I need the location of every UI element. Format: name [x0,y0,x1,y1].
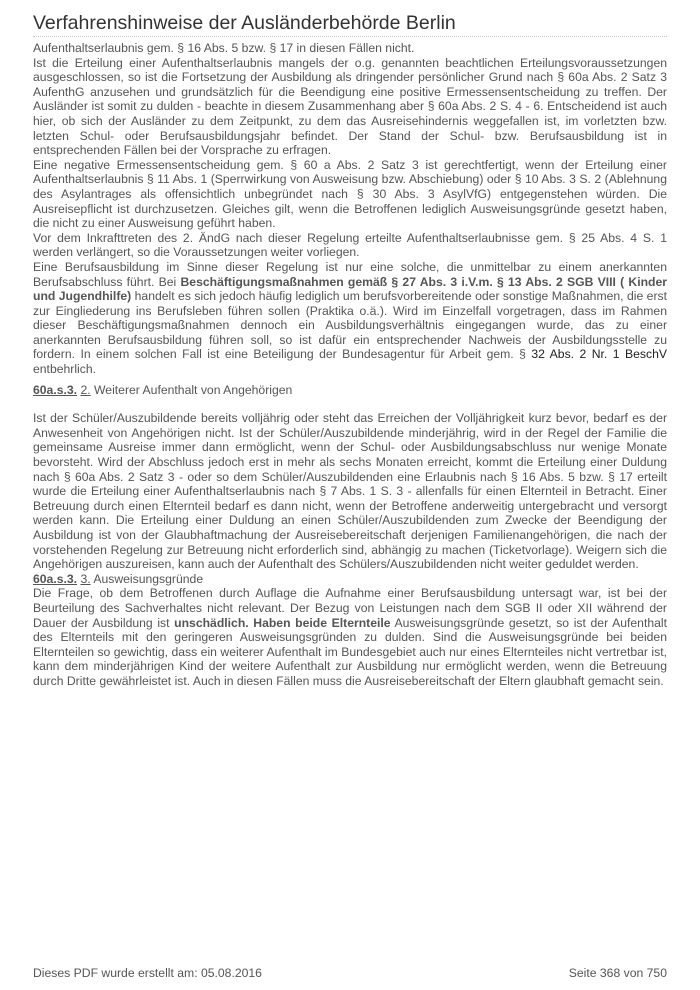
section-heading-text: Weiterer Aufenthalt von Angehörigen [90,382,293,397]
section-heading-text: Ausweisungsgründe [90,571,204,586]
section-anchor-link[interactable]: 60a.s.3. [33,571,78,586]
section-heading [33,383,667,398]
document-body [33,41,667,689]
footer-page-number: Seite 368 von 750 [568,966,667,980]
section-heading [33,572,667,587]
paragraph: Vor dem Inkrafttreten des 2. ÄndG nach dieser Regelung erteilte Aufenthaltserlaubnisse gem. § 25 Abs. 4 S. 1 werden verlängert, so die Voraussetzungen weiter vorliegen. [33,230,667,260]
section-number-link[interactable]: 3. [80,571,91,586]
paragraph: Ist der Schüler/Auszubildende bereits volljährig oder steht das Erreichen der Volljährigkeit kurz bevor, bedarf es der Anwesenheit von Angehörigen nicht. Ist der Schüler/Auszubildende minderjährig, wird in der Regel der Familie die gemeinsame Ausreise immer dann ermöglicht, wenn der Schul- oder Ausbildungsabschluss nur wenige Monate bevorsteht. Wird der Abschluss jedoch erst in mehr als sechs Monaten erreicht, kommt die Erteilung einer Duldung nach § 60a Abs. 2 Satz 3 - oder so dem Schüler/Auszubildenden eine Erlaubnis nach § 16 Abs. 5 bzw. § 17 erteilt wurde die Erteilung einer Aufenthaltserlaubnis nach § 7 Abs. 1 S. 3 - allenfalls für einen Elternteil in Betracht. Einer Betreuung durch einen Elternteil bedarf es dann nicht, wenn der Betroffene anderweitig untergebracht und versorgt werden kann. Die Erteilung einer Duldung an einen Schüler/Auszubildenden zum Zwecke der Beendigung der Ausbildung ist von der Glaubhaftmachung der Ausreisebereitschaft derjenigen Familienangehörigen, die nach der vorstehenden Regelung zur Betreuung nicht erforderlich sind, abhängig zu machen (Ticketvorlage). Weigern sich die Angehörigen auszureisen, kann auch der Aufenthalt des Schülers/Auszubildenden nicht weiter geduldet werden. [33,411,667,572]
paragraph: Aufenthaltserlaubnis gem. § 16 Abs. 5 bzw. § 17 in diesen Fällen nicht. [33,41,415,55]
section-anchor-link[interactable]: 60a.s.3. [33,382,78,397]
bold-text: Beschäftigungsmaßnahmen gemäß § 27 Abs. 3 i.V.m. § 13 Abs. 2 SGB VIII ( Kinder und Jugendhilfe) [33,274,667,304]
text-run: Ausweisungsgründe gesetzt, so ist der Aufenthalt des Elternteils mit den geringeren Ausweisungsgründen zu dulden. Sind die Ausweisungsgründe bei beiden Elternteilen so gewichtig, dass ein weiterer Aufenthalt im Bundesgebiet auch nur eines Elternteiles nicht vertretbar ist, kann dem minderjährigen Kind der weitere Aufenthalt zur Ausbildung nur ermöglicht werden, wenn die Betreuung durch Dritte gewährleistet ist. Auch in diesen Fällen muss die Ausreisebereitschaft der Eltern glaubhaft gemacht sein. [33,615,667,688]
section-number-link[interactable]: 2. [80,382,91,397]
law-reference-link[interactable]: 32 Abs. 2 Nr. 1 BeschV [531,347,667,362]
page-title: Verfahrenshinweise der Ausländerbehörde Berlin [33,12,456,34]
paragraph: Eine negative Ermessensentscheidung gem. § 60 a Abs. 2 Satz 3 ist gerechtfertigt, wenn der Erteilung einer Aufenthaltserlaubnis § 11 Abs. 1 (Sperrwirkung von Ausweisung bzw. Abschiebung) oder § 10 Abs. 3 S. 2 (Ablehnung des Asylantrages als offensichtlich unbegründet nach § 30 Abs. 3 AsylVfG) entgegenstehen würden. Die Ausreisepflicht ist durchzusetzen. Gleiches gilt, wenn die Betroffenen lediglich Ausweisungsgründe gesetzt haben, die nicht zu einer Ausweisung geführt haben. [33,157,667,231]
text-run: entbehrlich. [33,362,97,377]
paragraph [33,260,667,377]
footer-created-date: Dieses PDF wurde erstellt am: 05.08.2016 [33,966,262,980]
paragraph [33,586,667,688]
text-run: Die Frage, ob dem Betroffenen durch Auflage die Aufnahme einer Berufsausbildung untersagt war, ist bei der Beurteilung des Sachverhaltes nicht relevant. Der Bezug von Leistungen nach dem SGB II oder XII während der Dauer der Ausbildung ist [33,586,667,630]
text-run: handelt es sich jedoch häufig lediglich um berufsvorbereitende oder sonstige Maßnahmen, die erst zur Eingliederung ins Berufsleben führen sollen (Praktika o.ä.). Wird im Einzelfall vorgetragen, dass im Rahmen dieser Beschäftigungsmaßnahmen dennoch ein Ausbildungsverhältnis eingegangen wurde, das zu einer anerkannten Berufsausbildung führen soll, so ist dafür ein entsprechender Nachweis der Ausbildungsstelle zu fordern. In einem solchen Fall ist eine Beteiligung der Bundesagentur für Arbeit gem. § [33,289,667,362]
title-divider [33,36,667,37]
bold-text: unschädlich. Haben beide Elternteile [174,615,391,630]
text-run: Eine Berufsausbildung im Sinne dieser Regelung ist nur eine solche, die unmittelbar zu einem anerkannten Berufsabschluss führt. Bei [33,259,667,289]
paragraph: Ist die Erteilung einer Aufenthaltserlaubnis mangels der o.g. genannten beachtlichen Erteilungsvoraussetzungen ausgeschlossen, so ist die Fortsetzung der Ausbildung als dringender persönlicher Grund nach § 60a Abs. 2 Satz 3 AufenthG anzusehen und grundsätzlich für die Beendigung eine positive Ermessensentscheidung zu treffen. Der Ausländer ist somit zu dulden - beachte in diesem Zusammenhang aber § 60a Abs. 2 S. 4 - 6. Entscheidend ist auch hier, ob sich der Ausländer zu dem Zeitpunkt, zu dem das Ausreisehindernis weggefallen ist, im vorletzten bzw. letzten Schul- oder Berufsausbildungsjahr befindet. Der Stand der Schul- bzw. Berufsausbildung ist in entsprechenden Fällen bei der Vorsprache zu erfragen. [33,55,667,158]
